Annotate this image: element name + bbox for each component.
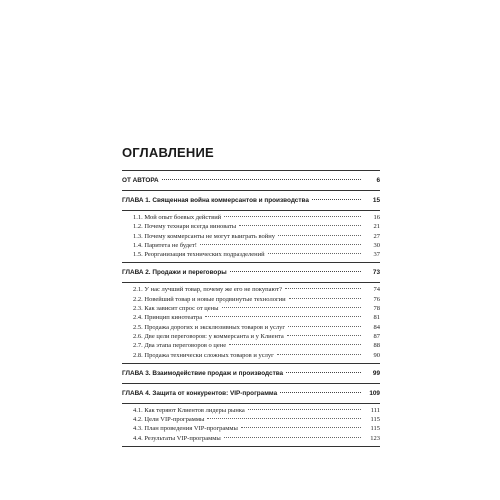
toc-section-entry[interactable] xyxy=(122,415,380,424)
section-title: 2.7. Два этапа переговоров о цене xyxy=(133,342,227,350)
chapter-title: ГЛАВА 4. Защита от конкурентов: VIP-программа xyxy=(122,389,278,397)
section-title: 2.4. Принцип кинотеатра xyxy=(133,314,203,322)
dot-leader xyxy=(248,409,361,410)
section-title: 1.4. Паритета не будет! xyxy=(133,241,197,249)
section-title: 1.2. Почему технари всегда виноваты xyxy=(133,223,237,231)
section-page-number: 115 xyxy=(370,416,380,424)
section-page-number: 87 xyxy=(373,332,380,340)
toc-section-entry[interactable] xyxy=(122,295,380,304)
chapter-title: ОТ АВТОРА xyxy=(122,177,159,184)
section-title: 2.8. Продажа технически сложных товаров и услуг xyxy=(133,351,274,359)
section-title: 4.4. Результаты VIP-программы xyxy=(133,434,221,442)
toc-section-entry[interactable] xyxy=(122,323,380,332)
dot-leader xyxy=(222,307,362,308)
chapter-page-number: 6 xyxy=(376,177,380,184)
chapter-page-number: 99 xyxy=(372,369,380,377)
section-page-number: 27 xyxy=(373,232,380,240)
section-title: 1.1. Мой опыт боевых действий xyxy=(133,214,222,221)
section-list xyxy=(122,404,380,446)
toc-title: ОГЛАВЛЕНИЕ xyxy=(122,145,214,160)
dot-leader xyxy=(278,235,361,236)
dot-leader xyxy=(277,354,361,355)
toc-section-entry[interactable] xyxy=(122,313,380,322)
dot-leader xyxy=(229,344,361,345)
toc-section-entry[interactable] xyxy=(122,332,380,341)
dot-leader xyxy=(312,199,361,200)
toc-section-entry[interactable] xyxy=(122,213,380,222)
section-page-number: 81 xyxy=(373,314,380,322)
section-page-number: 21 xyxy=(373,223,380,231)
section-page-number: 30 xyxy=(373,241,380,249)
section-list xyxy=(122,283,380,362)
toc-section-entry[interactable] xyxy=(122,285,380,294)
section-title: 1.5. Реорганизация технических подразделений xyxy=(133,251,265,259)
section-title: 1.3. Почему коммерсанты не могут выиграть войну xyxy=(133,232,275,240)
dot-leader xyxy=(224,437,361,438)
chapter-title: ГЛАВА 2. Продажи и переговоры xyxy=(122,269,227,277)
toc-section-entry[interactable] xyxy=(122,341,380,350)
dot-leader xyxy=(205,316,361,317)
table-of-contents xyxy=(122,146,380,447)
section-title: 2.1. У нас лучший товар, почему же его не покупают? xyxy=(133,286,282,294)
section-page-number: 37 xyxy=(373,251,380,259)
toc-section-entry[interactable] xyxy=(122,434,380,443)
dot-leader xyxy=(162,179,361,180)
chapter-page-number: 109 xyxy=(369,389,380,397)
divider-line xyxy=(122,262,380,263)
toc-chapter-entry[interactable] xyxy=(122,389,380,398)
chapter-page-number: 73 xyxy=(372,269,380,277)
section-page-number: 84 xyxy=(373,323,380,331)
toc-chapter-entry[interactable] xyxy=(122,369,380,378)
toc-section-entry[interactable] xyxy=(122,250,380,259)
section-page-number: 76 xyxy=(373,295,380,303)
chapter-page-number: 15 xyxy=(372,197,380,204)
divider-line xyxy=(122,383,380,384)
section-title: 2.6. Две цели переговоров: у коммерсанта и у Клиента xyxy=(133,332,284,340)
section-title: 4.2. Цели VIP-программы xyxy=(133,416,205,424)
section-title: 4.3. План проведения VIP-программы xyxy=(133,425,238,433)
section-title: 2.3. Как зависит спрос от цены xyxy=(133,305,219,313)
dot-leader xyxy=(280,392,361,393)
toc-section-entry[interactable] xyxy=(122,424,380,433)
chapter-title: ГЛАВА 1. Священная война коммерсантов и производства xyxy=(122,197,309,204)
dot-leader xyxy=(285,288,361,289)
dot-leader xyxy=(289,298,361,299)
section-page-number: 16 xyxy=(373,214,380,221)
dot-leader xyxy=(200,244,361,245)
section-list xyxy=(122,211,380,262)
toc-section-entry[interactable] xyxy=(122,241,380,250)
section-page-number: 78 xyxy=(373,305,380,313)
dot-leader xyxy=(241,427,361,428)
dot-leader xyxy=(286,372,361,373)
toc-body xyxy=(122,170,380,447)
dot-leader xyxy=(288,326,361,327)
toc-chapter-entry[interactable] xyxy=(122,196,380,205)
divider-line xyxy=(122,363,380,364)
dot-leader xyxy=(230,271,361,272)
section-page-number: 115 xyxy=(370,425,380,433)
dot-leader xyxy=(207,418,361,419)
dot-leader xyxy=(268,253,361,254)
section-title: 2.2. Новейший товар и новые продвинутые технологии xyxy=(133,295,286,303)
section-page-number: 90 xyxy=(373,351,380,359)
divider-line xyxy=(122,190,380,191)
dot-leader xyxy=(287,335,361,336)
dot-leader xyxy=(239,225,361,226)
section-page-number: 111 xyxy=(370,406,380,414)
section-page-number: 123 xyxy=(370,434,380,442)
section-page-number: 88 xyxy=(373,342,380,350)
section-title: 4.1. Как теряют Клиентов лидеры рынка xyxy=(133,406,245,414)
divider-line xyxy=(122,170,380,171)
chapter-title: ГЛАВА 3. Взаимодействие продаж и производства xyxy=(122,369,284,377)
divider-line xyxy=(122,446,380,447)
section-page-number: 74 xyxy=(373,286,380,294)
toc-section-entry[interactable] xyxy=(122,406,380,415)
toc-section-entry[interactable] xyxy=(122,304,380,313)
toc-section-entry[interactable] xyxy=(122,351,380,360)
toc-chapter-entry[interactable] xyxy=(122,268,380,277)
dot-leader xyxy=(224,216,361,217)
toc-chapter-entry[interactable] xyxy=(122,176,380,185)
toc-section-entry[interactable] xyxy=(122,222,380,231)
toc-section-entry[interactable] xyxy=(122,232,380,241)
section-title: 2.5. Продажа дорогих и эксклюзивных товаров и услуг xyxy=(133,323,285,331)
